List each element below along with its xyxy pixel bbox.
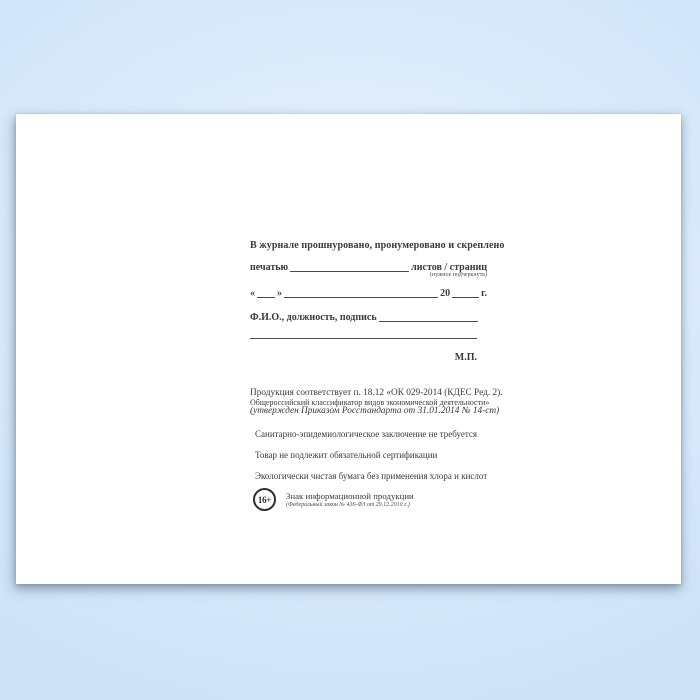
- name-row-label: Ф.И.О., должность, подпись: [250, 312, 377, 323]
- age-mark-law-reference: (Федеральный закон № 436-ФЗ от 29.12.2010 г.): [286, 502, 410, 508]
- age-mark-labels: [286, 492, 414, 509]
- stamp-place-label: М.П.: [454, 352, 477, 363]
- eco-paper-note: Экологически чистая бумага без применения хлора и кислот: [255, 471, 488, 481]
- certification-note: Товар не подлежит обязательной сертификации: [255, 450, 438, 460]
- certification-heading: В журнале прошнуровано, пронумеровано и скреплено: [250, 240, 505, 251]
- open-quote: «: [250, 288, 255, 299]
- age-mark-block: [250, 488, 487, 511]
- journal-back-page: [16, 114, 681, 584]
- conformity-line-1: Продукция соответствует п. 18.12 «ОК 029-2014 (КДЕС Ред. 2).: [250, 388, 503, 398]
- underline-note: (нужное подчеркнуть): [430, 272, 487, 278]
- century-label: 20: [440, 288, 451, 299]
- age-mark-label: Знак информационной продукции: [286, 491, 414, 501]
- day-blank-line: [257, 297, 275, 298]
- month-blank-line: [284, 297, 438, 298]
- date-row: [250, 288, 487, 300]
- conformity-line-2: Общероссийский классификатор видов экономической деятельности»: [250, 398, 490, 407]
- sheets-blank-line: [290, 271, 409, 272]
- continuation-blank-line: [250, 330, 477, 339]
- year-suffix-label: г.: [481, 288, 487, 299]
- certification-block: [250, 240, 505, 363]
- page-text-block: [250, 238, 505, 511]
- signature-blank-line: [379, 321, 478, 322]
- sanitary-note: Санитарно-эпидемиологическое заключение не требуется: [255, 429, 478, 439]
- sheets-suffix-label: листов / страниц: [411, 262, 487, 273]
- sheets-prefix-label: печатью: [250, 262, 289, 273]
- year-blank-line: [452, 297, 479, 298]
- name-position-signature-row: [250, 312, 487, 324]
- product-conformity-block: [250, 388, 503, 416]
- conformity-line-3: (утвержден Приказом Росстандарта от 31.01.2014 № 14-ст): [250, 406, 500, 416]
- close-quote: »: [277, 288, 282, 299]
- age-16-plus-icon: 16+: [253, 488, 276, 511]
